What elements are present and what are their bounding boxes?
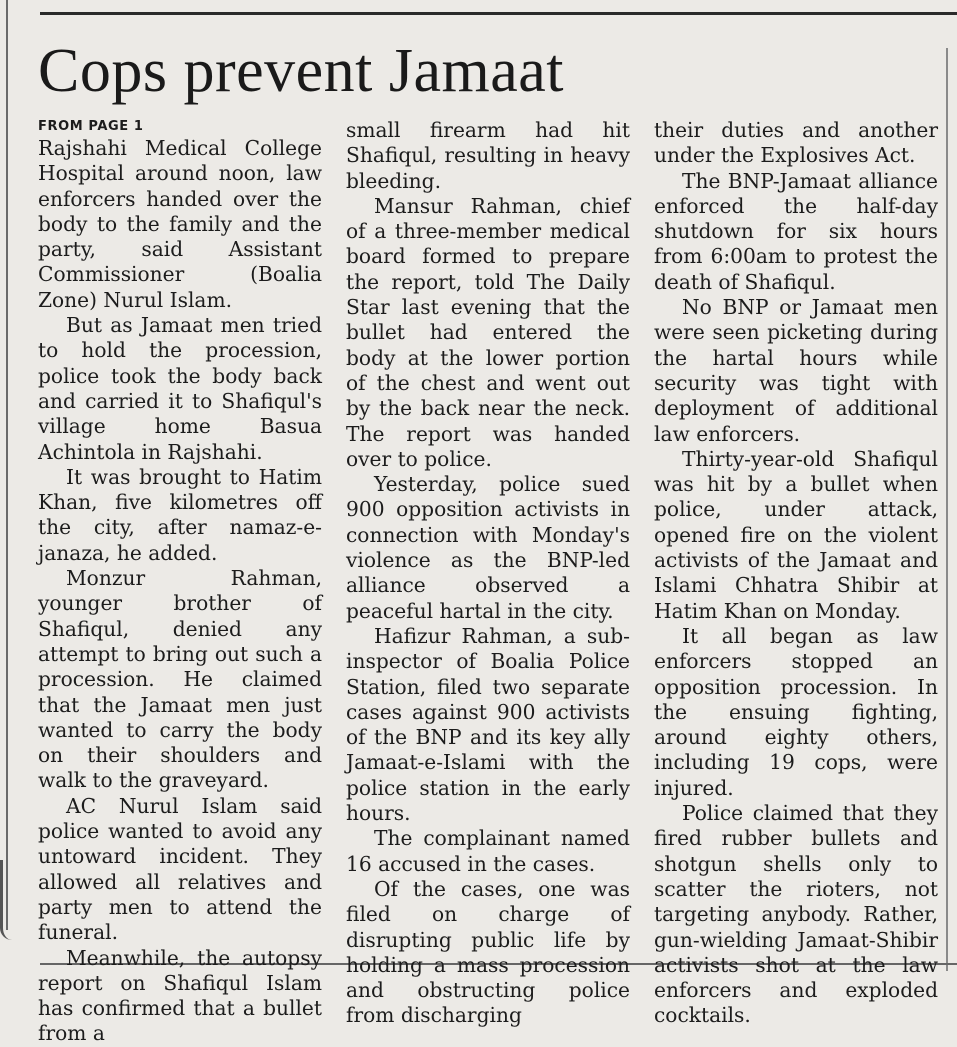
paragraph: Of the cases, one was filed on charge of disrupting public life by holding a mass procession and obstructing police from discharging <box>346 876 630 1028</box>
article-column-3 <box>654 118 938 1029</box>
paragraph: small firearm had hit Shafiqul, resulting in heavy bleeding. <box>346 118 630 193</box>
paragraph: Meanwhile, the autopsy report on Shafiqul Islam has confirmed that a bullet from a <box>38 945 322 1046</box>
paragraph: The BNP-Jamaat alliance enforced the half-day shutdown for six hours from 6:00am to protest the death of Shafiqul. <box>654 168 938 294</box>
paragraph: Hafizur Rahman, a sub-inspector of Boalia Police Station, filed two separate cases against 900 activists of the BNP and its key ally Jamaat-e-Islami with the police station in the early hours. <box>346 623 630 826</box>
paragraph: Mansur Rahman, chief of a three-member medical board formed to prepare the report, told The Daily Star last evening that the bullet had entered the body at the lower portion of the chest and went out by the back near the neck. The report was handed over to police. <box>346 193 630 471</box>
paragraph: The complainant named 16 accused in the cases. <box>346 826 630 876</box>
paragraph: It all began as law enforcers stopped an opposition procession. In the ensuing fighting, around eighty others, including 19 cops, were injured. <box>654 623 938 800</box>
paragraph: It was brought to Hatim Khan, five kilometres off the city, after namaz-e-janaza, he added. <box>38 464 322 565</box>
article-column-1 <box>38 118 322 1047</box>
left-border <box>6 0 8 930</box>
paragraph: AC Nurul Islam said police wanted to avoid any untoward incident. They allowed all relatives and party men to attend the funeral. <box>38 793 322 945</box>
left-border-curve <box>0 860 14 940</box>
top-rule <box>40 12 957 15</box>
paragraph: Thirty-year-old Shafiqul was hit by a bullet when police, under attack, opened fire on the violent activists of the Jamaat and Islami Chhatra Shibir at Hatim Khan on Monday. <box>654 446 938 623</box>
article-column-2 <box>346 118 630 1029</box>
headline: Cops prevent Jamaat <box>38 37 565 105</box>
paragraph: Rajshahi Medical College Hospital around noon, law enforcers handed over the body to the family and the party, said Assistant Commissioner (Boalia Zone) Nurul Islam. <box>38 136 322 312</box>
paragraph: their duties and another under the Explosives Act. <box>654 118 938 168</box>
kicker-label: FROM PAGE 1 <box>38 119 144 134</box>
paragraph: But as Jamaat men tried to hold the procession, police took the body back and carried it to Shafiqul's village home Basua Achintola in Rajshahi. <box>38 313 322 464</box>
right-border <box>946 48 948 971</box>
paragraph: Police claimed that they fired rubber bullets and shotgun shells only to scatter the rioters, not targeting anybody. Rather, gun-wielding Jamaat-Shibir activists shot at the law enforcers and exploded cocktails. <box>654 801 938 1028</box>
paragraph: Monzur Rahman, younger brother of Shafiqul, denied any attempt to bring out such a procession. He claimed that the Jamaat men just wanted to carry the body on their shoulders and walk to the graveyard. <box>38 566 322 793</box>
paragraph: Yesterday, police sued 900 opposition activists in connection with Monday's violence as the BNP-led alliance observed a peaceful hartal in the city. <box>346 472 630 623</box>
paragraph: No BNP or Jamaat men were seen picketing during the hartal hours while security was tight with deployment of additional law enforcers. <box>654 295 938 446</box>
